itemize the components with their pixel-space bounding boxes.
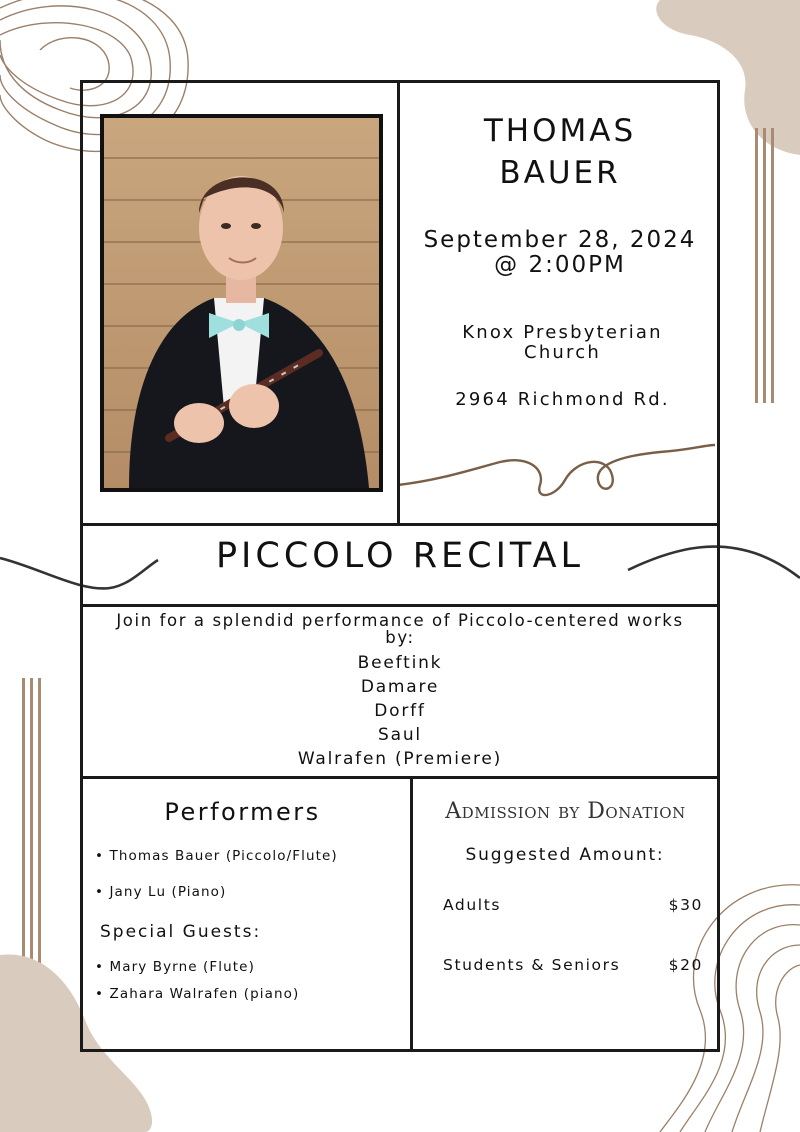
guest-list-item (95, 959, 405, 975)
venue-name-text: Knox Presbyterian Church (462, 322, 663, 363)
suggested-amount-heading (420, 845, 710, 865)
venue-address-text: 2964 Richmond Rd. (455, 389, 670, 410)
admission-heading-text: Admission by Donation (445, 799, 686, 824)
venue-name (425, 323, 700, 363)
divider-below-banner (80, 604, 720, 607)
price-amount: $20 (668, 956, 703, 974)
bullet-icon: • (95, 986, 110, 1002)
recital-title (140, 533, 660, 579)
special-guests-heading (100, 922, 390, 942)
bullet-icon: • (95, 884, 110, 900)
composer-list (200, 651, 600, 771)
price-amount: $30 (668, 896, 703, 914)
composer-item: Damare (360, 677, 440, 697)
performer-name-text: THOMAS BAUER (483, 113, 637, 191)
suggested-amount-text: Suggested Amount: (465, 845, 665, 865)
performer-name-item: Thomas Bauer (Piccolo/Flute) (109, 848, 338, 864)
price-row-adults (443, 896, 705, 914)
admission-heading (413, 799, 718, 824)
guest-name-item: Zahara Walrafen (piano) (109, 986, 300, 1002)
performers-heading (95, 798, 390, 826)
venue-address (420, 390, 705, 410)
program-intro-text: Join for a splendid performance of Piccolo-centered works by: (116, 611, 684, 647)
vertical-bars-right (755, 128, 774, 403)
event-date-text: September 28, 2024 @ 2:00PM (423, 227, 697, 278)
recital-title-text: PICCOLO RECITAL (215, 536, 585, 576)
guest-list-item (95, 986, 405, 1002)
composer-item: Beeftink (357, 653, 443, 673)
divider-top-vertical (397, 80, 400, 526)
performers-heading-text: Performers (164, 798, 321, 826)
performer-list-item (95, 848, 405, 864)
performer-photo-image (104, 118, 379, 488)
performer-name (440, 110, 680, 194)
bullet-icon: • (95, 848, 110, 864)
composer-item: Walrafen (Premiere) (297, 749, 503, 769)
performer-list-item (95, 884, 405, 900)
price-label: Students & Seniors (443, 956, 621, 974)
vertical-bars-left (22, 678, 41, 978)
performer-name-item: Jany Lu (Piano) (109, 884, 227, 900)
composer-item: Dorff (374, 701, 426, 721)
event-date (420, 228, 700, 278)
bullet-icon: • (95, 959, 110, 975)
price-label: Adults (443, 896, 502, 914)
divider-above-info (80, 776, 720, 779)
special-guests-heading-text: Special Guests: (100, 922, 262, 942)
program-intro (110, 612, 690, 646)
price-row-students-seniors (443, 956, 705, 974)
divider-above-banner (80, 523, 720, 526)
composer-item: Saul (378, 725, 422, 745)
guest-name-item: Mary Byrne (Flute) (109, 959, 255, 975)
performer-photo (100, 114, 383, 492)
